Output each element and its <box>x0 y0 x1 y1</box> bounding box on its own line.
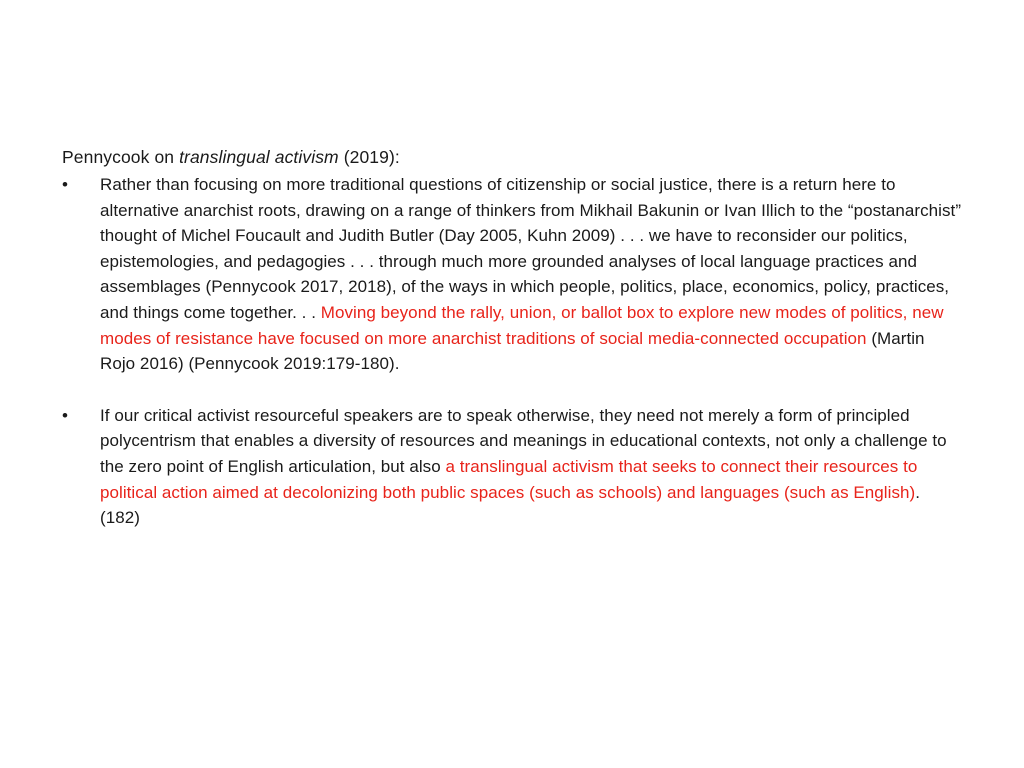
heading-author: Pennycook on <box>62 147 180 167</box>
bullet-list <box>62 172 962 531</box>
bullet-1-text-start: Rather than focusing on more traditional questions of citizenship or social justice, there is a return here to alternative anarchist roots, drawing on a range of thinkers from Mikhail Bakunin or Ivan Illich to the “postanarchist” thought of Michel Foucault and Judith Butler (Day 2005, Kuhn 2009) . . . we have to reconsider our politics, epistemologies, and pedagogies . . . through much more grounded analyses of local language practices and assemblages (Pennycook 2017, 2018), of the ways in which people, politics, place, economics, policy, practices, and things come together. . . <box>100 175 962 322</box>
bullet-icon: • <box>62 175 69 194</box>
bullet-icon: • <box>62 405 69 425</box>
bullet-item-1 <box>62 172 962 377</box>
bullet-item-2 <box>62 403 962 531</box>
bullet-1-text-end: (Martin Rojo 2016) (Pennycook 2019:179-180). <box>100 328 925 374</box>
bullet-1-highlight: Moving beyond the rally, union, or ballot box to explore new modes of politics, new modes of resistance have focused on more anarchist traditions of social media-connected occupation <box>100 302 944 348</box>
slide-body <box>62 144 962 531</box>
slide-heading <box>62 144 962 170</box>
bullet-2-text-end: . (182) <box>100 482 920 528</box>
heading-year: (2019): <box>338 147 400 167</box>
heading-term: translingual activism <box>179 147 339 167</box>
bullet-2-highlight: a translingual activism that seeks to connect their resources to political action aimed at decolonizing both public spaces (such as schools) and languages (such as English) <box>100 456 918 502</box>
bullet-2-text-start: If our critical activist resourceful speakers are to speak otherwise, they need not merely a form of principled polycentrism that enables a diversity of resources and meanings in educational contexts, not only a challenge to the zero point of English articulation, but also <box>100 405 947 476</box>
